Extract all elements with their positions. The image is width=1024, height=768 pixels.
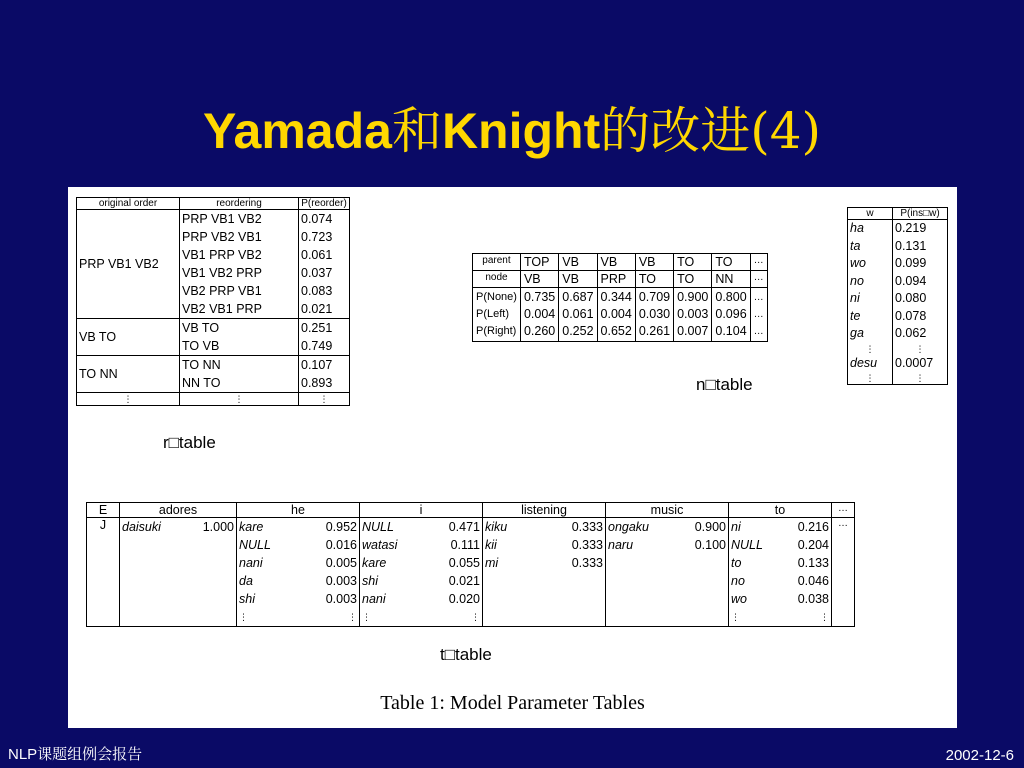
n-prob: 0.900	[677, 290, 709, 304]
n-prob: 0.687	[562, 290, 594, 304]
n-prob-label: P(Left)	[476, 308, 510, 320]
t-row-label: E	[87, 503, 120, 518]
r-table-label: r□table	[163, 433, 216, 452]
n-table-label: n□table	[696, 375, 753, 394]
t-pairs	[360, 518, 483, 627]
t-more: …	[832, 503, 855, 518]
t-j-word: shi	[362, 574, 378, 588]
n-node: TO	[674, 271, 712, 288]
ellipsis: ⋮	[731, 612, 740, 622]
n-more: …	[753, 326, 764, 337]
t-j-word: kare	[239, 520, 264, 534]
r-reorder: TO NN	[182, 358, 221, 372]
n-prob: 0.261	[638, 324, 671, 338]
r-header-reordering: reordering	[180, 198, 299, 210]
r-prob: 0.107	[301, 358, 333, 372]
t-pair	[239, 590, 357, 608]
n-prob: 0.104	[715, 324, 747, 338]
r-prob-list	[299, 210, 350, 319]
t-pair	[731, 554, 829, 572]
w-word-list	[848, 220, 893, 385]
ellipsis: ⋮	[865, 343, 875, 354]
t-prob: 0.016	[325, 538, 357, 552]
n-parent: TO	[712, 254, 750, 271]
r-prob: 0.061	[301, 248, 333, 262]
n-prob: 0.344	[600, 290, 632, 304]
t-prob: 0.900	[694, 520, 726, 534]
t-j-word: naru	[608, 538, 634, 552]
t-pair	[731, 590, 829, 608]
r-reorder: PRP VB2 VB1	[182, 230, 262, 244]
t-prob: 0.216	[797, 520, 829, 534]
t-prob: 0.333	[571, 538, 603, 552]
t-pair	[122, 518, 234, 536]
r-header-original: original order	[77, 198, 180, 210]
n-parent: VB	[559, 254, 597, 271]
t-pair	[239, 572, 357, 590]
n-row-label: parent	[473, 254, 521, 271]
r-prob: 0.021	[301, 302, 333, 316]
t-pair	[362, 518, 480, 536]
r-reorder: PRP VB1 VB2	[182, 212, 262, 226]
w-word: ha	[850, 221, 864, 235]
n-prob: 0.061	[562, 307, 594, 321]
n-prob-col	[597, 288, 635, 342]
t-table-label: t□table	[440, 645, 492, 664]
title-part: 的改进	[600, 102, 751, 160]
n-prob: 0.030	[638, 307, 671, 321]
n-prob-col	[559, 288, 597, 342]
t-pairs	[729, 518, 832, 627]
w-word: te	[850, 308, 861, 323]
n-node: VB	[559, 271, 597, 288]
t-e-word: i	[360, 503, 483, 518]
w-header: P(ins□w)	[893, 208, 948, 220]
t-pair	[485, 536, 603, 554]
r-prob: 0.074	[301, 212, 333, 226]
r-reorder-list	[180, 356, 299, 393]
r-reorder: VB1 PRP VB2	[182, 248, 262, 262]
t-pair	[731, 536, 829, 554]
ellipsis: ⋮	[471, 612, 480, 622]
r-prob: 0.723	[301, 230, 333, 244]
t-j-word: watasi	[362, 538, 398, 552]
t-prob: 0.100	[694, 538, 726, 552]
n-parent: VB	[635, 254, 673, 271]
r-reorder-list	[180, 210, 299, 319]
r-prob: 0.251	[301, 321, 333, 335]
footer-date: 2002-12-6	[945, 747, 1014, 764]
n-prob: 0.800	[715, 290, 747, 304]
w-word: no	[850, 273, 864, 288]
t-j-word: to	[731, 556, 742, 570]
t-j-word: no	[731, 574, 745, 588]
w-word: ga	[850, 326, 864, 340]
slide-title	[0, 96, 1024, 166]
ellipsis: ⋮	[180, 393, 299, 406]
ellipsis: ⋮	[915, 373, 925, 383]
t-prob: 0.952	[325, 520, 357, 534]
t-pair	[362, 554, 480, 572]
n-parent: TO	[674, 254, 712, 271]
w-word: wo	[850, 256, 866, 270]
t-j-word: ongaku	[608, 520, 650, 534]
r-original: PRP VB1 VB2	[77, 210, 180, 319]
t-prob: 0.055	[448, 556, 480, 570]
w-word: ta	[850, 238, 861, 253]
ellipsis: ⋮	[299, 393, 350, 406]
t-prob: 0.003	[325, 592, 357, 606]
t-prob: 0.133	[797, 556, 829, 570]
t-e-word: adores	[120, 503, 237, 518]
w-prob: 0.078	[895, 308, 927, 323]
r-table	[76, 197, 350, 406]
ellipsis: ⋮	[348, 612, 357, 622]
t-pair	[485, 554, 603, 572]
n-prob: 0.004	[523, 307, 556, 321]
n-prob: 0.007	[677, 324, 709, 338]
n-prob: 0.003	[677, 307, 709, 321]
t-pair	[731, 572, 829, 590]
w-prob: 0.219	[895, 221, 927, 235]
n-prob-col	[712, 288, 750, 342]
t-prob: 0.111	[450, 538, 480, 552]
t-j-word: kii	[485, 538, 497, 552]
t-j-word: nani	[239, 556, 263, 570]
r-prob-list	[299, 319, 350, 356]
n-prob: 0.709	[638, 290, 671, 304]
n-table	[472, 253, 768, 342]
n-node: NN	[712, 271, 750, 288]
t-j-word: NULL	[362, 520, 394, 534]
n-parent: VB	[597, 254, 635, 271]
r-prob: 0.893	[301, 376, 333, 390]
n-node: PRP	[597, 271, 635, 288]
n-prob: 0.652	[600, 324, 632, 338]
t-prob: 0.046	[797, 574, 829, 588]
w-prob: 0.094	[895, 273, 927, 288]
ellipsis: ⋮	[820, 612, 829, 622]
t-pairs	[120, 518, 237, 627]
t-pairs	[606, 518, 729, 627]
r-reorder: VB2 VB1 PRP	[182, 302, 262, 316]
n-prob-col	[674, 288, 712, 342]
t-prob: 0.038	[797, 592, 829, 606]
ellipsis: ⋮	[865, 373, 875, 383]
w-header: w	[848, 208, 893, 220]
r-prob-list	[299, 356, 350, 393]
w-prob: 0.131	[895, 238, 927, 253]
t-pair	[485, 518, 603, 536]
t-e-word: he	[237, 503, 360, 518]
r-reorder: VB1 VB2 PRP	[182, 266, 262, 280]
t-prob: 0.021	[448, 574, 480, 588]
t-table	[86, 502, 855, 627]
t-more: …	[832, 518, 855, 627]
n-row-label: node	[473, 271, 521, 288]
r-prob: 0.749	[301, 339, 333, 353]
r-header-prob: P(reorder)	[299, 198, 350, 210]
figure-caption: Table 1: Model Parameter Tables	[380, 692, 645, 714]
r-reorder: TO VB	[182, 339, 220, 353]
ellipsis	[362, 608, 480, 626]
figure-panel	[68, 187, 957, 728]
r-reorder: NN TO	[182, 376, 221, 390]
t-e-word: to	[729, 503, 832, 518]
r-reorder: VB TO	[182, 321, 220, 335]
r-prob: 0.037	[301, 266, 333, 280]
footer-group-name: NLP课题组例会报告	[8, 746, 143, 763]
t-pair	[608, 518, 726, 536]
t-j-word: NULL	[731, 538, 763, 552]
n-more-col	[750, 288, 767, 342]
t-pair	[362, 590, 480, 608]
t-prob: 0.005	[325, 556, 357, 570]
n-more: …	[753, 292, 764, 303]
t-prob: 0.333	[571, 520, 603, 534]
t-prob: 0.471	[448, 520, 480, 534]
n-prob-label: P(None)	[476, 291, 517, 303]
t-j-word: nani	[362, 592, 386, 606]
t-pair	[239, 518, 357, 536]
n-prob-label: P(Right)	[476, 325, 517, 337]
t-e-word: listening	[483, 503, 606, 518]
t-pair	[239, 536, 357, 554]
r-prob: 0.083	[301, 284, 333, 298]
t-j-word: ni	[731, 520, 741, 534]
w-prob: 0.080	[895, 291, 927, 305]
t-pairs	[483, 518, 606, 627]
title-part: Yamada	[202, 103, 392, 159]
ellipsis	[239, 608, 357, 626]
title-part: 和	[391, 102, 442, 160]
t-row-label: J	[87, 518, 120, 627]
n-node: TO	[635, 271, 673, 288]
t-j-word: wo	[731, 592, 747, 606]
ellipsis: ⋮	[239, 612, 248, 622]
ellipsis: ⋮	[362, 612, 371, 622]
t-j-word: NULL	[239, 538, 271, 552]
n-prob: 0.735	[523, 290, 556, 304]
r-reorder-list	[180, 319, 299, 356]
n-prob: 0.004	[600, 307, 632, 321]
n-parent: TOP	[520, 254, 558, 271]
ellipsis	[731, 608, 829, 626]
t-pair	[608, 536, 726, 554]
t-pairs	[237, 518, 360, 627]
t-pair	[362, 536, 480, 554]
title-part: Knight	[441, 103, 601, 159]
t-prob: 0.020	[448, 592, 480, 606]
t-prob: 0.333	[571, 556, 603, 570]
n-more: …	[753, 309, 764, 320]
n-more: …	[750, 254, 767, 271]
w-prob-list	[893, 220, 948, 385]
title-part: (4)	[750, 102, 822, 160]
n-prob: 0.096	[715, 307, 747, 321]
ellipsis: ⋮	[915, 343, 925, 354]
n-prob-labels	[473, 288, 521, 342]
n-prob-col	[635, 288, 673, 342]
w-prob: 0.0007	[895, 355, 934, 370]
w-prob: 0.099	[895, 256, 927, 270]
n-more: …	[750, 271, 767, 288]
w-table	[847, 207, 948, 385]
w-prob: 0.062	[895, 326, 927, 340]
t-j-word: shi	[239, 592, 255, 606]
ellipsis: ⋮	[77, 393, 180, 406]
t-e-word: music	[606, 503, 729, 518]
n-prob: 0.260	[523, 324, 556, 338]
t-pair	[362, 572, 480, 590]
t-j-word: kare	[362, 556, 387, 570]
n-node: VB	[520, 271, 558, 288]
t-j-word: mi	[485, 556, 499, 570]
r-reorder: VB2 PRP VB1	[182, 284, 262, 298]
t-j-word: daisuki	[122, 520, 161, 534]
r-original: VB TO	[77, 319, 180, 356]
t-pair	[239, 554, 357, 572]
t-prob: 0.003	[325, 574, 357, 588]
t-j-word: da	[239, 574, 253, 588]
w-word: ni	[850, 291, 860, 305]
n-prob: 0.252	[562, 324, 594, 338]
t-j-word: kiku	[485, 520, 508, 534]
t-prob: 0.204	[797, 538, 829, 552]
t-pair	[731, 518, 829, 536]
r-original: TO NN	[77, 356, 180, 393]
w-word: desu	[850, 355, 878, 370]
t-prob: 1.000	[202, 520, 234, 534]
n-prob-col	[520, 288, 558, 342]
